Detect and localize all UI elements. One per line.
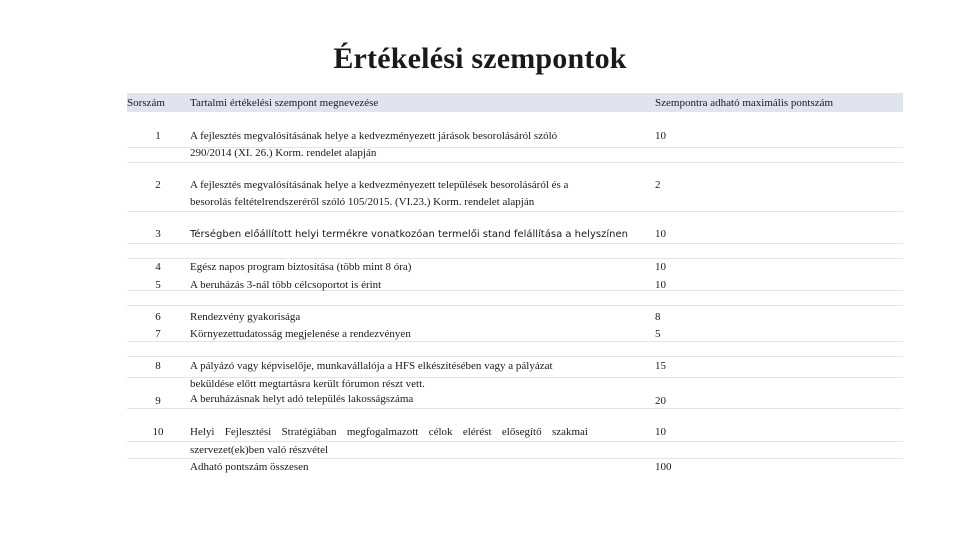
page-title: Értékelési szempontok — [333, 42, 627, 75]
row-points: 10 — [655, 261, 666, 273]
row-criterion-line1: Helyi Fejlesztési Stratégiában megfogalmazott célok elérést elősegítő szakmai — [190, 426, 588, 438]
row-points: 10 — [655, 279, 666, 291]
header-points: Szempontra adható maximális pontszám — [655, 97, 834, 109]
row-points: 5 — [655, 328, 661, 340]
row-points: 2 — [655, 179, 661, 191]
row-criterion-line2: szervezet(ek)ben való részvétel — [190, 444, 329, 456]
table-band — [127, 342, 903, 356]
row-points: 10 — [655, 228, 666, 240]
row-criterion: Rendezvény gyakorisága — [190, 311, 301, 323]
row-number: 3 — [155, 228, 161, 240]
row-number: 7 — [155, 328, 161, 340]
row-criterion-line1: A pályázó vagy képviselője, munkavállalója a HFS elkészítésében vagy a pályázat — [190, 360, 553, 372]
row-criterion: A beruházásnak helyt adó település lakosságszáma — [190, 393, 414, 405]
total-label: Adható pontszám összesen — [190, 461, 309, 473]
row-points: 20 — [655, 395, 666, 407]
criteria-table — [127, 93, 903, 475]
row-points: 8 — [655, 311, 661, 323]
row-criterion-line1: A fejlesztés megvalósításának helye a kedvezményezett települések besorolásáról és a — [190, 179, 569, 191]
row-criterion: Környezettudatosság megjelenése a rendezvényen — [190, 328, 411, 340]
row-criterion-line2: beküldése előtt megtartásra került fórumon részt vett. — [190, 378, 425, 390]
row-number: 8 — [155, 360, 161, 372]
header-criterion: Tartalmi értékelési szempont megnevezése — [190, 97, 379, 109]
row-criterion-line2: 290/2014 (XI. 26.) Korm. rendelet alapján — [190, 147, 377, 159]
row-number: 1 — [155, 130, 161, 142]
row-criterion: A beruházás 3-nál több célcsoportot is érint — [190, 279, 382, 291]
total-points: 100 — [655, 461, 672, 473]
row-number: 2 — [155, 179, 161, 191]
row-points: 15 — [655, 360, 666, 372]
row-criterion: Egész napos program biztosítása (több mint 8 óra) — [190, 261, 412, 273]
row-points: 10 — [655, 130, 666, 142]
row-number: 6 — [155, 311, 161, 323]
row-number: 5 — [155, 279, 161, 291]
table-band — [127, 244, 903, 258]
row-criterion: Térségben előállított helyi termékre vonatkozóan termelői stand felállítása a helyszínen — [190, 229, 628, 240]
row-criterion-line1: A fejlesztés megvalósításának helye a kedvezményezett járások besorolásáról szóló — [190, 130, 558, 142]
row-criterion-line2: besorolás feltételrendszeréről szóló 105/2015. (VI.23.) Korm. rendelet alapján — [190, 196, 535, 208]
row-number: 4 — [155, 261, 161, 273]
row-number: 10 — [152, 426, 164, 438]
row-number: 9 — [155, 395, 161, 407]
row-points: 10 — [655, 426, 666, 438]
header-number: Sorszám — [127, 97, 165, 109]
